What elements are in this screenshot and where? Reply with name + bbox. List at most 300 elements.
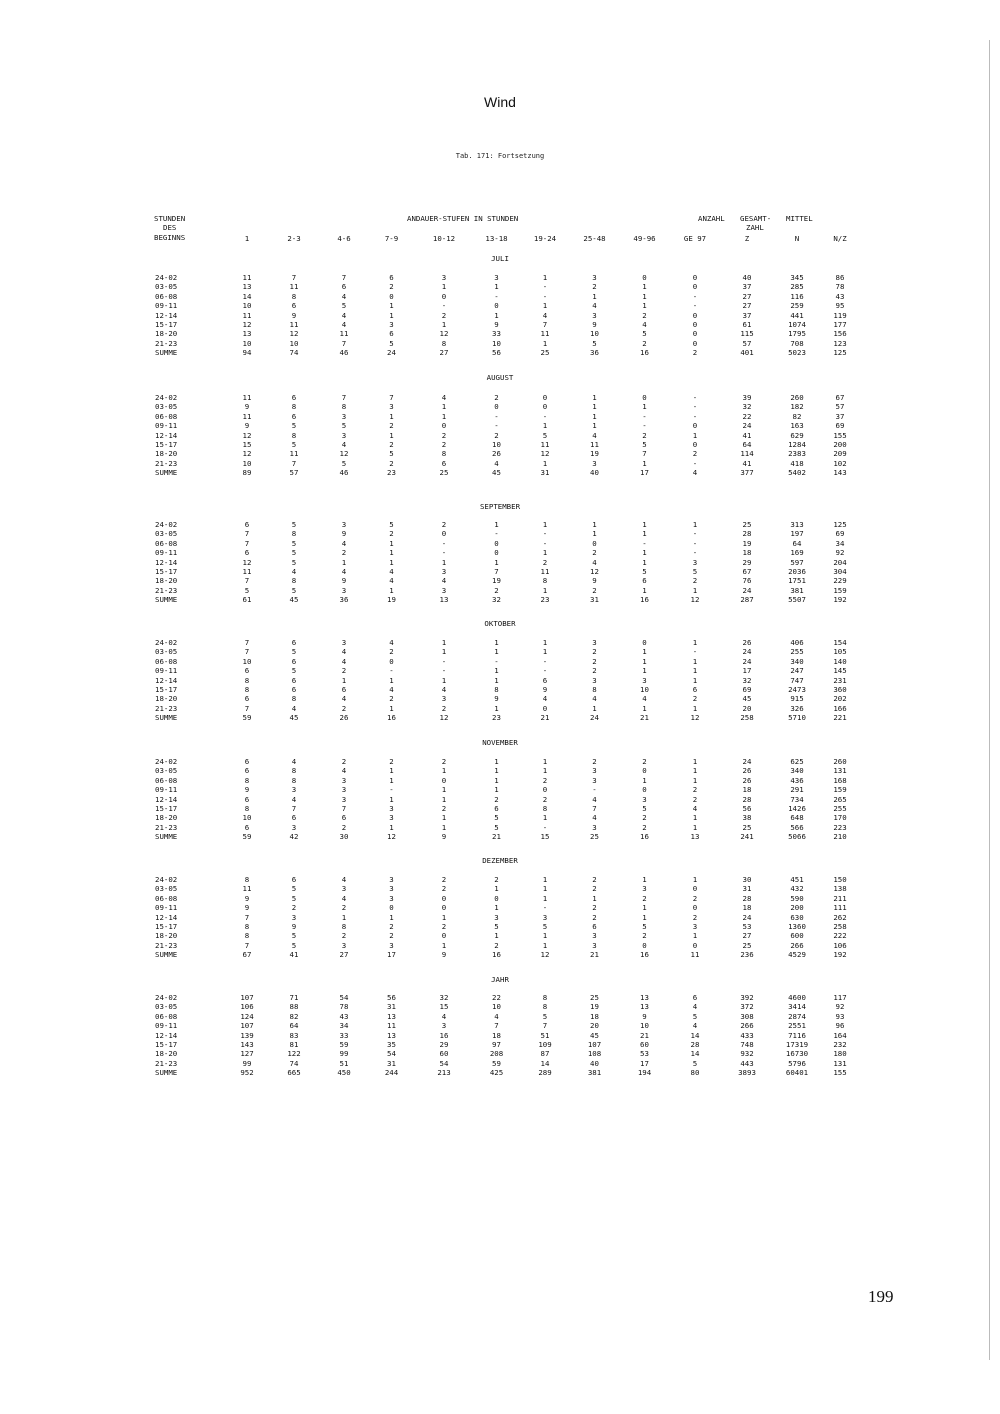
table-cell: 4	[692, 1021, 698, 1031]
table-cell: 9	[341, 529, 347, 539]
table-cell: 2	[494, 393, 499, 402]
table-cell: 9	[291, 922, 297, 932]
row-label: 15-17	[155, 804, 178, 814]
table-cell: 4	[692, 468, 698, 478]
table-cell: 105	[833, 647, 847, 657]
table-cell: 425	[489, 1068, 504, 1078]
table-row	[155, 449, 861, 458]
table-cell: 6	[389, 273, 394, 282]
table-cell: 107	[240, 1021, 254, 1031]
table-cell: 30	[742, 875, 752, 884]
table-cell: 3	[441, 694, 447, 704]
row-label: 21-23	[155, 338, 178, 348]
table-cell: 5	[291, 940, 297, 950]
table-cell: 1	[441, 638, 447, 647]
table-cell: 9	[592, 576, 597, 586]
table-cell: 2	[692, 912, 698, 922]
table-cell: 2	[389, 922, 394, 932]
table-cell: 4	[494, 458, 499, 468]
table-cell: 3	[592, 931, 597, 941]
table-row	[155, 694, 861, 703]
table-cell: 326	[790, 703, 804, 713]
table-cell: -	[692, 411, 698, 421]
table-cell: 0	[692, 903, 698, 913]
table-row	[155, 393, 861, 402]
table-cell: 92	[835, 548, 845, 558]
col-header: 25-48	[583, 234, 606, 243]
table-cell: 155	[833, 430, 847, 440]
table-caption: Tab. 171: Fortsetzung	[455, 152, 545, 160]
table-cell: 1	[542, 421, 548, 431]
table-cell: 2	[592, 585, 597, 595]
row-label: 15-17	[155, 685, 178, 695]
table-cell: 31	[590, 595, 599, 605]
table-cell: 0	[642, 940, 647, 950]
table-cell: 12	[242, 430, 252, 440]
table-cell: 11	[690, 950, 700, 960]
table-cell: 2874	[788, 1011, 806, 1021]
table-cell: 0	[692, 273, 698, 282]
table-row	[155, 704, 861, 713]
table-cell: 1	[692, 703, 698, 713]
table-cell: 223	[833, 822, 847, 832]
table-cell: 25	[439, 468, 449, 478]
table-cell: -	[542, 291, 548, 301]
table-cell: 4	[441, 393, 447, 402]
table-cell: 4	[592, 694, 597, 704]
table-cell: 304	[833, 567, 847, 577]
table-cell: 1	[494, 884, 499, 894]
table-cell: 1	[542, 813, 548, 823]
table-cell: 64	[792, 538, 802, 548]
table-row	[155, 431, 861, 440]
table-cell: 1	[642, 529, 647, 539]
row-label: 12-14	[155, 675, 178, 685]
table-cell: 6	[244, 766, 250, 776]
table-row	[155, 402, 861, 411]
table-cell: 10	[590, 329, 599, 339]
table-cell: 3	[389, 813, 394, 823]
table-cell: 5	[291, 440, 297, 450]
table-cell: -	[692, 402, 698, 412]
table-cell: 2	[341, 548, 347, 558]
table-cell: 443	[740, 1058, 754, 1068]
table-cell: 1	[542, 338, 548, 348]
table-cell: 3	[341, 775, 347, 785]
table-row	[155, 539, 861, 548]
table-cell: 3	[592, 822, 597, 832]
table-cell: 9	[244, 893, 250, 903]
table-cell: 4	[341, 656, 347, 666]
summe-row	[155, 713, 861, 722]
table-cell: 2	[642, 813, 647, 823]
table-cell: 23	[492, 713, 501, 723]
table-cell: 5	[291, 884, 297, 894]
table-cell: 60	[439, 1049, 449, 1059]
table-cell: 1	[692, 638, 698, 647]
table-row	[155, 520, 861, 529]
table-cell: 289	[538, 1068, 552, 1078]
table-cell: 124	[240, 1011, 254, 1021]
row-label: 18-20	[155, 1049, 178, 1059]
table-cell: 4	[291, 794, 297, 804]
table-cell: 0	[494, 893, 499, 903]
table-cell: 88	[289, 1002, 299, 1012]
table-cell: 31	[742, 884, 752, 894]
table-cell: 4	[592, 430, 597, 440]
table-cell: 8	[341, 402, 347, 412]
table-cell: 33	[339, 1030, 349, 1040]
table-cell: 7	[244, 529, 250, 539]
table-cell: 5	[494, 922, 499, 932]
table-cell: 12	[690, 713, 700, 723]
table-cell: 1	[642, 548, 647, 558]
table-cell: 0	[642, 785, 647, 795]
table-cell: 18	[590, 1011, 599, 1021]
table-cell: 1	[389, 557, 394, 567]
table-cell: 13	[242, 329, 252, 339]
table-cell: 8	[291, 766, 297, 776]
table-cell: 8	[494, 685, 499, 695]
table-cell: 2	[494, 940, 499, 950]
table-cell: 21	[590, 950, 599, 960]
table-cell: 3	[592, 766, 597, 776]
table-row	[155, 567, 861, 576]
row-label: 18-20	[155, 694, 178, 704]
table-cell: 2	[441, 804, 447, 814]
table-cell: 154	[833, 638, 847, 647]
row-label: 15-17	[155, 922, 178, 932]
table-cell: 16	[640, 348, 649, 358]
table-cell: 82	[792, 411, 802, 421]
table-row	[155, 993, 861, 1002]
table-cell: -	[494, 411, 499, 421]
table-cell: 2	[642, 893, 647, 903]
table-cell: 5	[291, 421, 297, 431]
table-cell: 1	[441, 912, 447, 922]
table-cell: 204	[833, 557, 847, 567]
table-cell: 0	[441, 421, 447, 431]
table-cell: 24	[387, 348, 396, 358]
table-cell: 12	[439, 329, 449, 339]
table-cell: 17319	[785, 1040, 809, 1050]
table-cell: 265	[833, 794, 847, 804]
table-cell: 60	[640, 1040, 649, 1050]
table-cell: 8	[441, 338, 447, 348]
table-cell: 952	[240, 1068, 254, 1078]
table-cell: 1	[642, 775, 647, 785]
table-cell: 182	[790, 402, 804, 412]
table-cell: -	[441, 538, 447, 548]
table-cell: 0	[692, 329, 698, 339]
table-cell: 11	[242, 884, 252, 894]
table-cell: 3	[341, 884, 347, 894]
table-cell: 13	[387, 1011, 396, 1021]
table-cell: 0	[494, 402, 499, 412]
table-cell: 211	[833, 893, 847, 903]
table-cell: 43	[835, 291, 845, 301]
table-cell: 1	[389, 675, 394, 685]
table-cell: 5	[291, 520, 297, 529]
table-cell: 192	[833, 595, 847, 605]
table-cell: 1	[592, 393, 597, 402]
table-row	[155, 941, 861, 950]
table-cell: 169	[790, 548, 804, 558]
table-cell: 108	[587, 1049, 602, 1059]
table-cell: 2	[642, 310, 647, 320]
table-cell: 5	[692, 1058, 698, 1068]
table-cell: 6	[244, 520, 250, 529]
table-cell: 2	[389, 458, 394, 468]
table-cell: 9	[592, 320, 597, 330]
row-label: 06-08	[155, 656, 178, 666]
table-cell: 43	[339, 1011, 349, 1021]
table-cell: 12	[387, 832, 396, 842]
table-cell: 2	[441, 703, 447, 713]
table-cell: 4	[341, 766, 347, 776]
table-cell: 2	[592, 666, 597, 676]
table-cell: 0	[692, 440, 698, 450]
table-cell: 7	[389, 393, 394, 402]
row-label: 12-14	[155, 557, 178, 567]
table-cell: 86	[835, 273, 845, 282]
table-cell: 2	[642, 430, 647, 440]
table-cell: 1	[642, 402, 647, 412]
table-cell: 6	[291, 301, 297, 311]
table-cell: 1	[389, 912, 394, 922]
table-cell: 13	[690, 832, 700, 842]
row-label: 24-02	[155, 273, 178, 282]
table-cell: 67	[242, 950, 252, 960]
table-cell: 0	[692, 884, 698, 894]
table-cell: 0	[692, 338, 698, 348]
table-cell: -	[441, 548, 447, 558]
row-label: 15-17	[155, 1040, 178, 1050]
table-cell: 82	[289, 1011, 299, 1021]
scan-edge	[989, 40, 990, 1360]
table-cell: 2	[592, 884, 597, 894]
table-cell: 0	[642, 273, 647, 282]
table-cell: 8	[244, 931, 250, 941]
table-cell: 64	[289, 1021, 299, 1031]
table-cell: 4	[494, 1011, 499, 1021]
table-cell: 1	[692, 813, 698, 823]
table-cell: 202	[833, 694, 847, 704]
table-cell: 4	[441, 1011, 447, 1021]
table-cell: 3	[389, 804, 394, 814]
table-cell: 3	[341, 785, 347, 795]
row-label: 21-23	[155, 458, 178, 468]
table-cell: 6	[341, 813, 347, 823]
table-cell: 2	[692, 785, 698, 795]
table-cell: 1	[642, 585, 647, 595]
table-cell: 6	[291, 875, 297, 884]
table-cell: 109	[538, 1040, 552, 1050]
table-cell: 7	[244, 703, 250, 713]
table-cell: 200	[790, 903, 804, 913]
table-cell: 5	[341, 421, 347, 431]
col-header: N	[794, 234, 800, 243]
table-cell: 4	[389, 685, 394, 695]
table-cell: 97	[492, 1040, 501, 1050]
table-cell: 4	[389, 638, 394, 647]
table-row	[155, 292, 861, 301]
table-cell: 150	[833, 875, 847, 884]
table-cell: 78	[835, 282, 845, 292]
table-cell: 8	[542, 1002, 548, 1012]
table-cell: 9	[244, 421, 250, 431]
table-cell: 8	[341, 922, 347, 932]
table-cell: 9	[494, 694, 499, 704]
table-cell: 22	[742, 411, 752, 421]
table-cell: 10	[242, 656, 252, 666]
table-cell: 360	[833, 685, 847, 695]
table-cell: 18	[492, 1030, 501, 1040]
table-cell: 122	[287, 1049, 301, 1059]
table-cell: 69	[835, 529, 845, 539]
table-cell: -	[542, 903, 548, 913]
table-cell: 0	[692, 320, 698, 330]
table-cell: -	[441, 656, 447, 666]
table-cell: 5	[494, 822, 499, 832]
table-cell: 1	[389, 794, 394, 804]
table-cell: 69	[835, 421, 845, 431]
table-cell: 6	[542, 675, 548, 685]
table-row	[155, 273, 861, 282]
table-cell: -	[389, 785, 394, 795]
summe-row	[155, 468, 861, 477]
table-cell: 1	[642, 301, 647, 311]
table-row	[155, 1049, 861, 1058]
table-cell: 7	[291, 273, 297, 282]
section-table	[155, 393, 861, 478]
row-label: 03-05	[155, 884, 178, 894]
table-cell: 1751	[788, 576, 806, 586]
table-cell: 0	[642, 766, 647, 776]
table-cell: 3	[341, 585, 347, 595]
table-cell: 4	[642, 320, 647, 330]
table-cell: -	[542, 411, 548, 421]
row-label: 24-02	[155, 757, 178, 766]
table-cell: 3	[592, 458, 597, 468]
table-cell: 629	[790, 430, 804, 440]
col-header: 1	[244, 234, 250, 243]
table-cell: 2	[389, 529, 394, 539]
table-cell: 12	[540, 950, 550, 960]
table-cell: 40	[590, 1058, 599, 1068]
table-cell: 6	[341, 282, 347, 292]
table-cell: 3	[341, 411, 347, 421]
row-label: 15-17	[155, 567, 178, 577]
table-cell: 3	[642, 794, 647, 804]
table-cell: 630	[790, 912, 804, 922]
table-cell: -	[692, 301, 698, 311]
table-cell: 22	[492, 993, 501, 1002]
table-cell: 3	[341, 520, 347, 529]
table-row	[155, 931, 861, 940]
table-cell: 0	[592, 538, 597, 548]
table-cell: 8	[542, 804, 548, 814]
table-cell: 4	[341, 567, 347, 577]
table-cell: 2	[389, 694, 394, 704]
table-cell: 0	[692, 421, 698, 431]
table-cell: 2	[692, 893, 698, 903]
table-cell: -	[542, 529, 548, 539]
table-cell: 418	[790, 458, 804, 468]
header-beginns: BEGINNS	[154, 233, 186, 242]
col-header: 2-3	[287, 234, 301, 243]
table-cell: 57	[835, 402, 845, 412]
table-cell: 56	[742, 804, 752, 814]
table-row	[155, 311, 861, 320]
table-cell: 2	[389, 931, 394, 941]
table-cell: 4	[341, 440, 347, 450]
table-cell: 6	[244, 666, 250, 676]
table-cell: 7	[642, 449, 647, 459]
table-cell: 3	[441, 567, 447, 577]
table-cell: 5	[341, 301, 347, 311]
table-cell: 2	[592, 757, 597, 766]
table-cell: 734	[790, 794, 804, 804]
table-cell: -	[642, 421, 647, 431]
table-cell: 9	[494, 320, 499, 330]
table-cell: 1284	[788, 440, 806, 450]
table-cell: 18	[742, 903, 752, 913]
table-cell: 25	[590, 993, 599, 1002]
table-cell: 92	[835, 1002, 845, 1012]
table-cell: 10	[242, 813, 252, 823]
table-cell: 2	[592, 875, 597, 884]
header-zahl: ZAHL	[746, 223, 764, 232]
table-cell: 2473	[788, 685, 806, 695]
table-cell: 10	[492, 338, 501, 348]
table-cell: 16	[640, 950, 649, 960]
table-cell: 3893	[738, 1068, 756, 1078]
table-cell: 26	[492, 449, 501, 459]
table-cell: 2	[441, 875, 447, 884]
table-cell: 2	[642, 338, 647, 348]
table-cell: 9	[441, 950, 447, 960]
table-cell: 13	[640, 1002, 649, 1012]
table-cell: 40	[742, 273, 752, 282]
table-cell: 2	[494, 875, 499, 884]
table-cell: 1	[389, 585, 394, 595]
table-cell: -	[692, 291, 698, 301]
table-cell: 11	[339, 329, 349, 339]
table-row	[155, 586, 861, 595]
table-cell: 107	[587, 1040, 602, 1050]
table-cell: 1	[692, 666, 698, 676]
row-label: 24-02	[155, 393, 178, 402]
table-cell: 1	[592, 421, 597, 431]
table-cell: 5	[291, 585, 297, 595]
table-cell: 566	[790, 822, 804, 832]
table-cell: 17	[640, 468, 649, 478]
table-cell: 26	[339, 713, 349, 723]
table-cell: 229	[833, 576, 847, 586]
table-cell: -	[542, 666, 548, 676]
table-cell: -	[542, 822, 548, 832]
section-label: NOVEMBER	[482, 738, 518, 747]
table-cell: 1074	[788, 320, 806, 330]
table-row	[155, 339, 861, 348]
row-label: 06-08	[155, 893, 178, 903]
table-cell: 8	[244, 804, 250, 814]
header-anzahl: ANZAHL	[698, 214, 725, 223]
table-cell: 5066	[788, 832, 806, 842]
table-cell: 99	[242, 1058, 252, 1068]
table-cell: 10	[242, 458, 252, 468]
